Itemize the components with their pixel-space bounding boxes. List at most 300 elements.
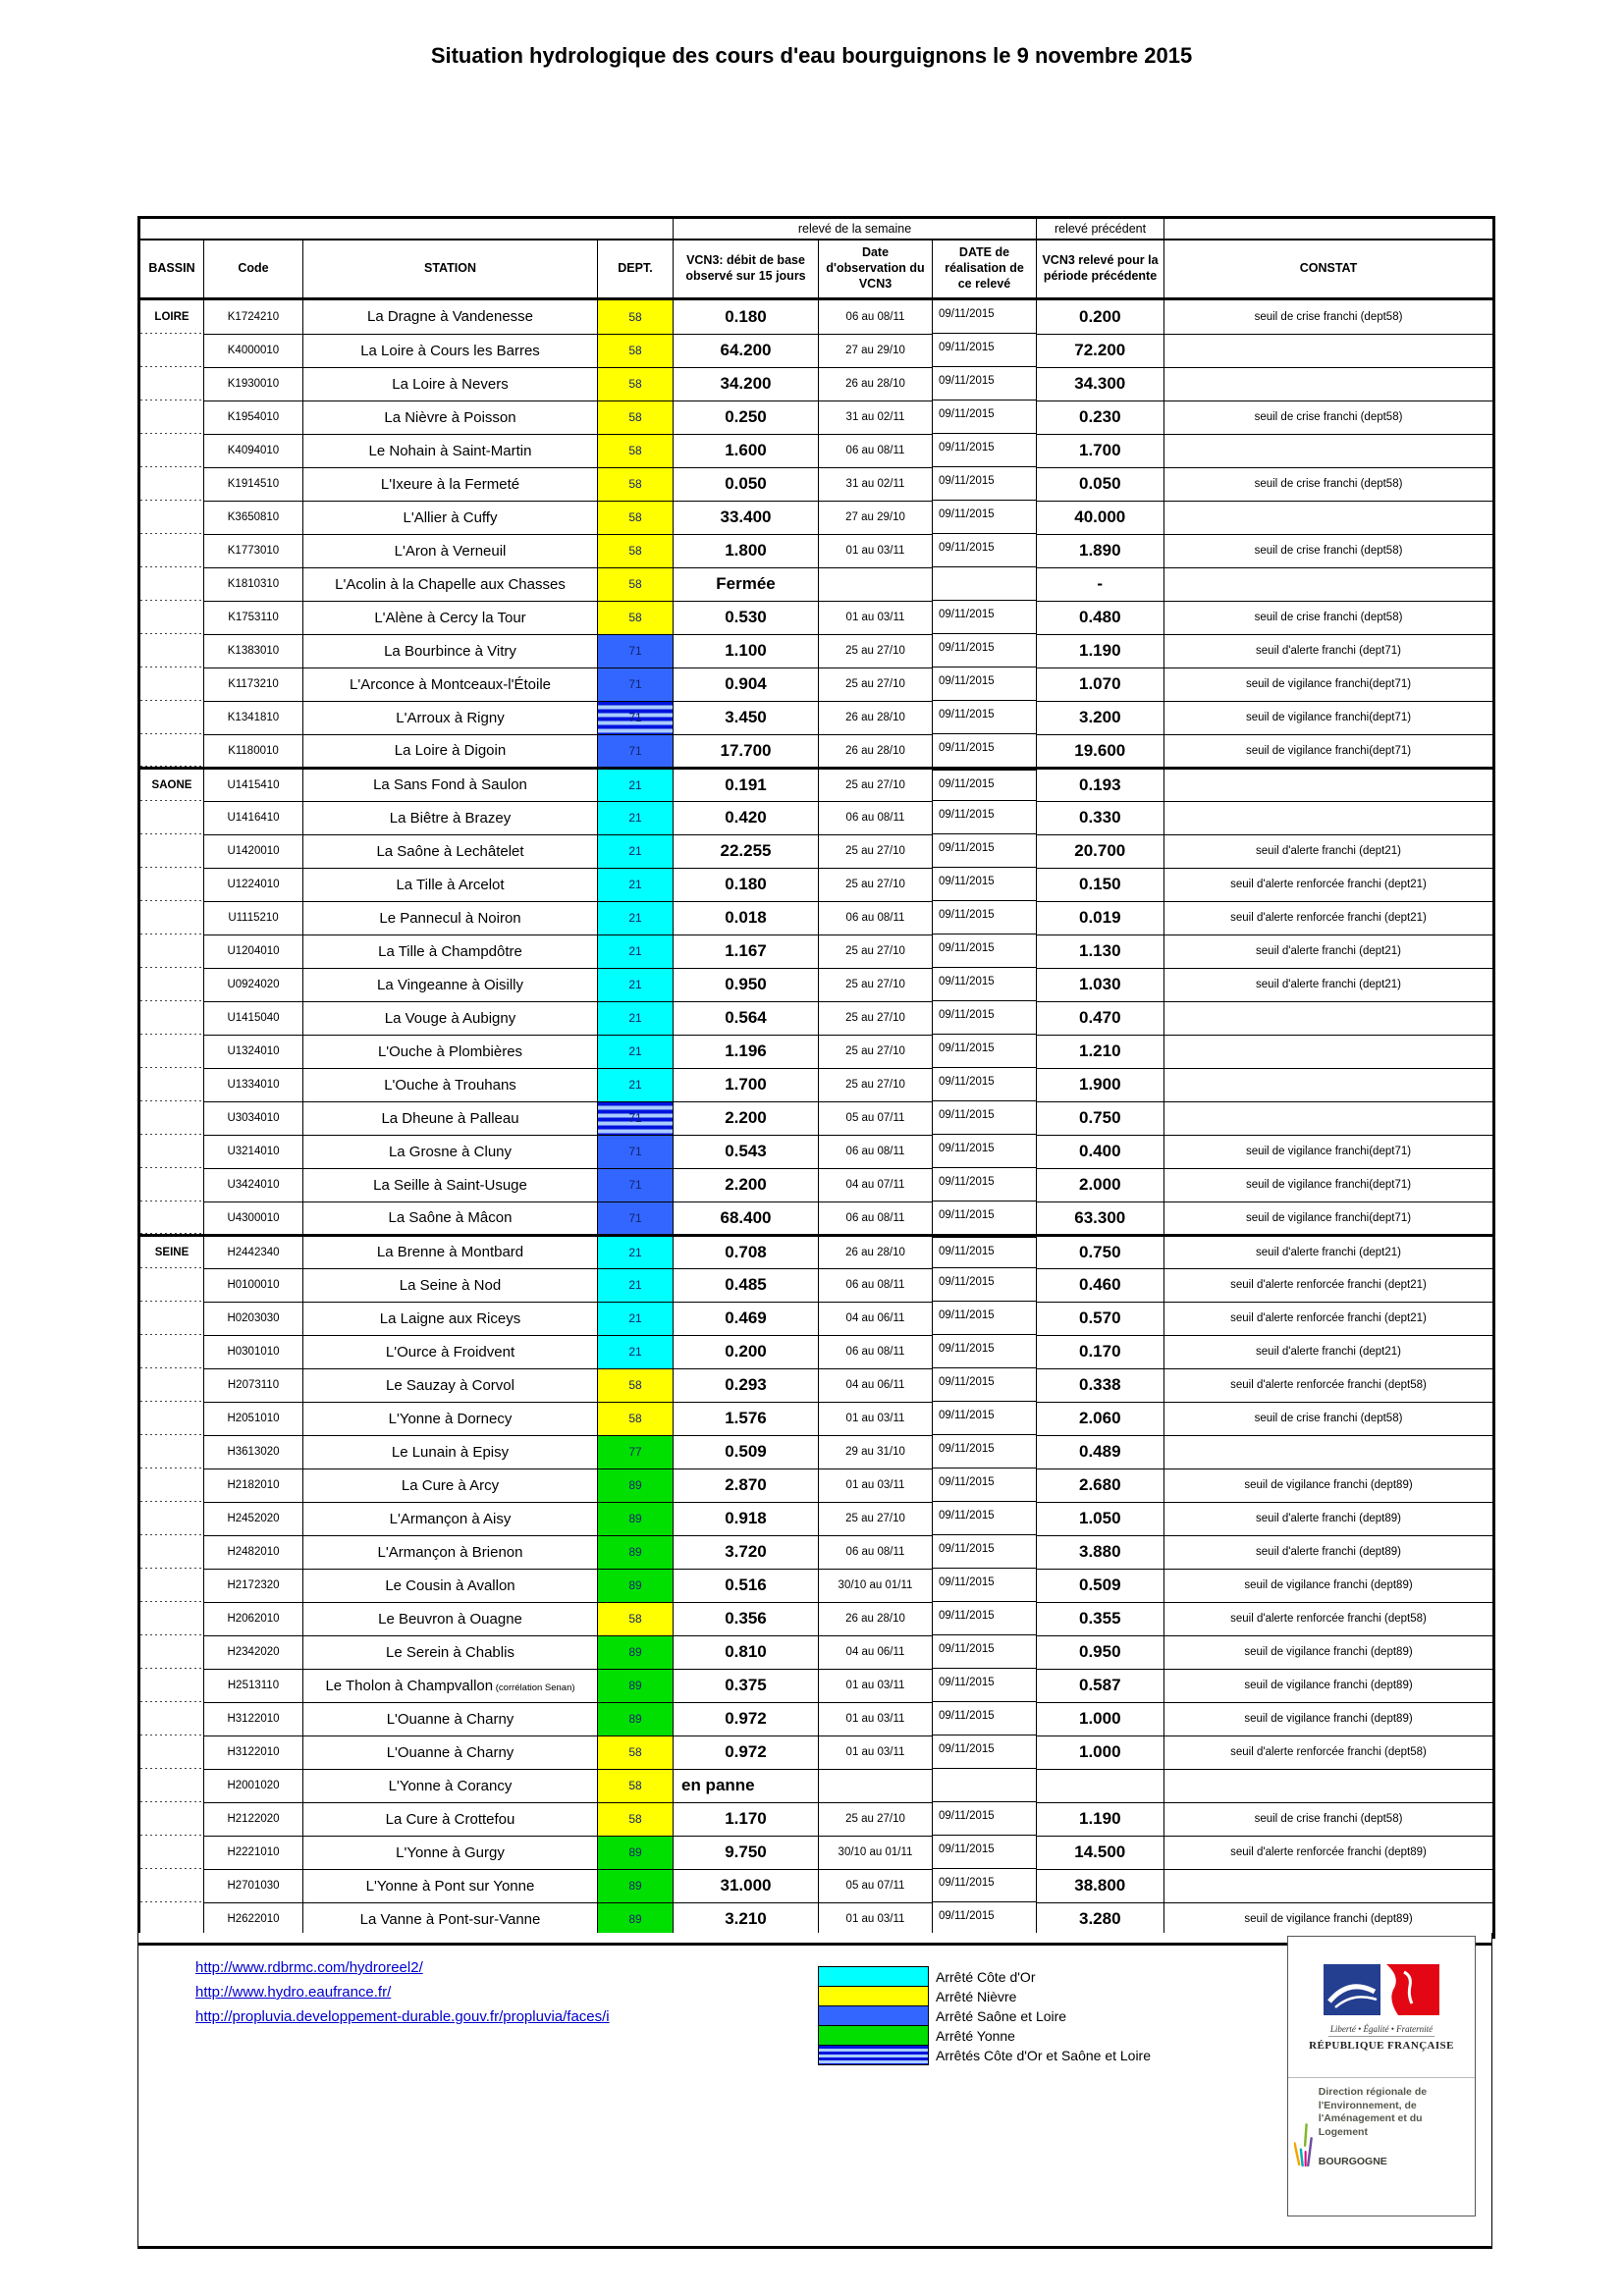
station-cell: Le Beuvron à Ouagne <box>303 1602 598 1635</box>
table-row <box>139 1101 1494 1135</box>
vcn3-previous-cell: 0.489 <box>1037 1435 1164 1468</box>
code-cell: H2482010 <box>204 1535 303 1569</box>
dept-cell: 21 <box>598 1001 674 1035</box>
code-cell: H2342020 <box>204 1635 303 1669</box>
station-cell: Le Cousin à Avallon <box>303 1569 598 1602</box>
code-cell: H3613020 <box>204 1435 303 1468</box>
basin-cell <box>139 567 204 601</box>
station-cell: La Loire à Digoin <box>303 734 598 768</box>
vcn3-cell: en panne <box>674 1769 819 1802</box>
basin-cell <box>139 701 204 734</box>
station-cell: La Tille à Arcelot <box>303 868 598 901</box>
table-row <box>139 601 1494 634</box>
vcn3-previous-cell: 0.200 <box>1037 299 1164 335</box>
basin-cell <box>139 1135 204 1168</box>
vcn3-cell: 0.420 <box>674 801 819 834</box>
vcn3-previous-cell: 0.355 <box>1037 1602 1164 1635</box>
constat-cell: seuil de vigilance franchi (dept89) <box>1164 1669 1494 1702</box>
constat-cell: seuil d'alerte franchi (dept21) <box>1164 1335 1494 1368</box>
header-releve-semaine: relevé de la semaine <box>674 218 1037 240</box>
vcn3-cell: 0.356 <box>674 1602 819 1635</box>
station-cell: La Nièvre à Poisson <box>303 400 598 434</box>
table-row <box>139 367 1494 400</box>
date-realisation-cell: 09/11/2015 <box>933 901 1037 934</box>
station-cell: L'Yonne à Corancy <box>303 1769 598 1802</box>
code-cell: K1180010 <box>204 734 303 768</box>
dept-cell: 21 <box>598 1235 674 1268</box>
vcn3-previous-cell: 0.750 <box>1037 1101 1164 1135</box>
date-realisation-cell: 09/11/2015 <box>933 334 1037 367</box>
vcn3-previous-cell: 34.300 <box>1037 367 1164 400</box>
table-row <box>139 434 1494 467</box>
vcn3-previous-cell: 1.070 <box>1037 667 1164 701</box>
basin-cell <box>139 434 204 467</box>
links-block <box>195 1955 730 2029</box>
legend-swatch <box>818 2045 929 2065</box>
date-realisation-cell: 09/11/2015 <box>933 1168 1037 1201</box>
code-cell: H2051010 <box>204 1402 303 1435</box>
constat-cell: seuil d'alerte franchi (dept21) <box>1164 968 1494 1001</box>
constat-cell: seuil de crise franchi (dept58) <box>1164 400 1494 434</box>
basin-cell <box>139 1669 204 1702</box>
constat-cell: seuil d'alerte franchi (dept21) <box>1164 1235 1494 1268</box>
table-row <box>139 501 1494 534</box>
constat-cell: seuil de crise franchi (dept58) <box>1164 534 1494 567</box>
basin-cell <box>139 1735 204 1769</box>
col-header-vcn3-precedent: VCN3 relevé pour la période précédente <box>1037 240 1164 299</box>
dept-cell: 89 <box>598 1635 674 1669</box>
basin-cell <box>139 901 204 934</box>
date-observation-cell: 01 au 03/11 <box>819 1468 933 1502</box>
vcn3-previous-cell: 1.890 <box>1037 534 1164 567</box>
dept-cell: 21 <box>598 834 674 868</box>
vcn3-cell: 1.100 <box>674 634 819 667</box>
dept-cell: 21 <box>598 1268 674 1302</box>
station-cell: La Loire à Nevers <box>303 367 598 400</box>
vcn3-previous-cell: 0.509 <box>1037 1569 1164 1602</box>
basin-cell <box>139 1802 204 1836</box>
basin-cell <box>139 1168 204 1201</box>
basin-cell <box>139 868 204 901</box>
vcn3-previous-cell: 0.193 <box>1037 768 1164 801</box>
basin-cell <box>139 801 204 834</box>
header-row <box>139 240 1494 299</box>
vcn3-cell: 2.200 <box>674 1168 819 1201</box>
date-observation-cell: 25 au 27/10 <box>819 634 933 667</box>
table-row <box>139 801 1494 834</box>
table-row <box>139 299 1494 335</box>
constat-cell: seuil de vigilance franchi (dept89) <box>1164 1702 1494 1735</box>
legend-label: Arrêté Yonne <box>936 2027 1015 2044</box>
vcn3-cell: 0.293 <box>674 1368 819 1402</box>
vcn3-cell: 17.700 <box>674 734 819 768</box>
station-cell: L'Arconce à Montceaux-l'Étoile <box>303 667 598 701</box>
basin-cell <box>139 667 204 701</box>
code-cell: U1420010 <box>204 834 303 868</box>
station-cell: La Loire à Cours les Barres <box>303 334 598 367</box>
dept-cell: 71 <box>598 1101 674 1135</box>
basin-cell <box>139 734 204 768</box>
constat-cell: seuil de crise franchi (dept58) <box>1164 601 1494 634</box>
dept-cell: 89 <box>598 1836 674 1869</box>
footer-link[interactable]: http://propluvia.developpement-durable.gouv.fr/propluvia/faces/i <box>195 2008 610 2025</box>
date-realisation-cell: 09/11/2015 <box>933 1402 1037 1435</box>
constat-cell <box>1164 367 1494 400</box>
station-cell: L'Alène à Cercy la Tour <box>303 601 598 634</box>
basin-cell: LOIRE <box>139 299 204 335</box>
code-cell: H2221010 <box>204 1836 303 1869</box>
dreal-region: BOURGOGNE <box>1318 2155 1387 2167</box>
date-observation-cell: 04 au 07/11 <box>819 1168 933 1201</box>
vcn3-cell: 0.564 <box>674 1001 819 1035</box>
date-realisation-cell: 09/11/2015 <box>933 1535 1037 1569</box>
footer-link[interactable]: http://www.hydro.eaufrance.fr/ <box>195 1984 392 2001</box>
dept-cell: 89 <box>598 1535 674 1569</box>
code-cell: U1334010 <box>204 1068 303 1101</box>
vcn3-cell: 3.450 <box>674 701 819 734</box>
dept-cell: 21 <box>598 801 674 834</box>
vcn3-previous-cell: 1.050 <box>1037 1502 1164 1535</box>
station-cell: La Dragne à Vandenesse <box>303 299 598 335</box>
footer-link[interactable]: http://www.rdbrmc.com/hydroreel2/ <box>195 1959 423 1976</box>
logo-box <box>1287 1936 1476 2216</box>
code-cell: H2442340 <box>204 1235 303 1268</box>
date-realisation-cell <box>933 567 1037 601</box>
vcn3-cell: 1.196 <box>674 1035 819 1068</box>
station-cell: L'Armançon à Brienon <box>303 1535 598 1569</box>
constat-cell: seuil de vigilance franchi (dept89) <box>1164 1468 1494 1502</box>
constat-cell: seuil d'alerte renforcée franchi (dept58) <box>1164 1602 1494 1635</box>
code-cell: K1773010 <box>204 534 303 567</box>
dept-cell: 21 <box>598 1302 674 1335</box>
table-row <box>139 1035 1494 1068</box>
code-cell: H3122010 <box>204 1702 303 1735</box>
date-realisation-cell: 09/11/2015 <box>933 701 1037 734</box>
station-cell: L'Yonne à Dornecy <box>303 1402 598 1435</box>
date-observation-cell: 31 au 02/11 <box>819 467 933 501</box>
constat-cell <box>1164 1001 1494 1035</box>
basin-cell <box>139 601 204 634</box>
code-cell: K1173210 <box>204 667 303 701</box>
table-row <box>139 567 1494 601</box>
dept-cell: 21 <box>598 934 674 968</box>
date-observation-cell <box>819 567 933 601</box>
station-cell: Le Tholon à Champvallon (corrélation Senan) <box>303 1669 598 1702</box>
table-row <box>139 1602 1494 1635</box>
station-cell: L'Allier à Cuffy <box>303 501 598 534</box>
basin-cell <box>139 1468 204 1502</box>
legend-swatch <box>818 2025 929 2046</box>
date-observation-cell: 01 au 03/11 <box>819 1669 933 1702</box>
dreal-name: Direction régionale de l'Environnement, de l'Aménagement et du Logement <box>1318 2086 1428 2138</box>
date-observation-cell: 29 au 31/10 <box>819 1435 933 1468</box>
vcn3-previous-cell: 1.190 <box>1037 634 1164 667</box>
dept-cell: 21 <box>598 1335 674 1368</box>
code-cell: K1810310 <box>204 567 303 601</box>
vcn3-previous-cell: 1.000 <box>1037 1735 1164 1769</box>
vcn3-previous-cell: 1.000 <box>1037 1702 1164 1735</box>
code-cell: H2513110 <box>204 1669 303 1702</box>
table-row <box>139 1235 1494 1268</box>
code-cell: U3034010 <box>204 1101 303 1135</box>
basin-cell <box>139 1702 204 1735</box>
basin-cell <box>139 1201 204 1235</box>
date-observation-cell: 25 au 27/10 <box>819 1068 933 1101</box>
republique-francaise-logo <box>1288 1937 1475 2078</box>
date-realisation-cell: 09/11/2015 <box>933 1902 1037 1936</box>
station-cell: La Seine à Nod <box>303 1268 598 1302</box>
date-realisation-cell: 09/11/2015 <box>933 1869 1037 1902</box>
dept-cell: 21 <box>598 968 674 1001</box>
date-realisation-cell: 09/11/2015 <box>933 1502 1037 1535</box>
constat-cell: seuil d'alerte renforcée franchi (dept21) <box>1164 1268 1494 1302</box>
code-cell: H0203030 <box>204 1302 303 1335</box>
hydro-table <box>137 216 1495 1939</box>
date-observation-cell: 06 au 08/11 <box>819 1535 933 1569</box>
date-realisation-cell: 09/11/2015 <box>933 768 1037 801</box>
constat-cell: seuil d'alerte renforcée franchi (dept21) <box>1164 1302 1494 1335</box>
date-realisation-cell: 09/11/2015 <box>933 1836 1037 1869</box>
station-cell: La Saône à Lechâtelet <box>303 834 598 868</box>
dept-cell: 71 <box>598 1201 674 1235</box>
dept-cell: 89 <box>598 1669 674 1702</box>
date-realisation-cell: 09/11/2015 <box>933 868 1037 901</box>
date-observation-cell: 01 au 03/11 <box>819 1702 933 1735</box>
station-cell: L'Aron à Verneuil <box>303 534 598 567</box>
vcn3-cell: 0.972 <box>674 1735 819 1769</box>
constat-cell: seuil de vigilance franchi(dept71) <box>1164 667 1494 701</box>
dept-cell: 71 <box>598 734 674 768</box>
date-realisation-cell: 09/11/2015 <box>933 467 1037 501</box>
vcn3-cell: 0.200 <box>674 1335 819 1368</box>
table-row <box>139 1669 1494 1702</box>
vcn3-cell: 0.250 <box>674 400 819 434</box>
basin-cell <box>139 1101 204 1135</box>
code-cell: U1415410 <box>204 768 303 801</box>
vcn3-cell: 0.708 <box>674 1235 819 1268</box>
constat-cell <box>1164 1101 1494 1135</box>
code-cell: K1954010 <box>204 400 303 434</box>
date-observation-cell: 05 au 07/11 <box>819 1869 933 1902</box>
table-row <box>139 634 1494 667</box>
dept-cell: 58 <box>598 299 674 335</box>
date-observation-cell: 26 au 28/10 <box>819 367 933 400</box>
legend-item <box>818 2025 1151 2046</box>
date-realisation-cell: 09/11/2015 <box>933 1368 1037 1402</box>
date-realisation-cell: 09/11/2015 <box>933 1302 1037 1335</box>
code-cell: H2073110 <box>204 1368 303 1402</box>
date-observation-cell: 25 au 27/10 <box>819 768 933 801</box>
basin-cell <box>139 1068 204 1101</box>
col-header-station: STATION <box>303 240 598 299</box>
date-realisation-cell: 09/11/2015 <box>933 1135 1037 1168</box>
table-row <box>139 968 1494 1001</box>
dept-cell: 21 <box>598 1035 674 1068</box>
dept-cell: 58 <box>598 534 674 567</box>
date-observation-cell: 06 au 08/11 <box>819 299 933 335</box>
table-row <box>139 1769 1494 1802</box>
vcn3-previous-cell: - <box>1037 567 1164 601</box>
constat-cell: seuil d'alerte renforcée franchi (dept21) <box>1164 868 1494 901</box>
vcn3-cell: 2.200 <box>674 1101 819 1135</box>
vcn3-cell: 0.904 <box>674 667 819 701</box>
date-observation-cell: 04 au 06/11 <box>819 1368 933 1402</box>
constat-cell <box>1164 334 1494 367</box>
basin-cell <box>139 1335 204 1368</box>
vcn3-previous-cell: 3.200 <box>1037 701 1164 734</box>
dreal-logo <box>1288 2078 1475 2216</box>
legend-swatch <box>818 1966 929 1987</box>
code-cell: K4000010 <box>204 334 303 367</box>
date-observation-cell: 06 au 08/11 <box>819 1135 933 1168</box>
vcn3-cell: 0.918 <box>674 1502 819 1535</box>
constat-cell <box>1164 501 1494 534</box>
date-observation-cell: 06 au 08/11 <box>819 1201 933 1235</box>
dept-cell: 58 <box>598 1402 674 1435</box>
marianne-icon <box>1322 1962 1441 2019</box>
basin-cell <box>139 1001 204 1035</box>
vcn3-previous-cell: 1.190 <box>1037 1802 1164 1836</box>
col-header-dept: DEPT. <box>598 240 674 299</box>
station-cell: La Dheune à Palleau <box>303 1101 598 1135</box>
code-cell: K4094010 <box>204 434 303 467</box>
dept-cell: 21 <box>598 1068 674 1101</box>
date-realisation-cell: 09/11/2015 <box>933 1335 1037 1368</box>
constat-cell <box>1164 1068 1494 1101</box>
code-cell: U1115210 <box>204 901 303 934</box>
date-realisation-cell: 09/11/2015 <box>933 1702 1037 1735</box>
dept-cell: 89 <box>598 1702 674 1735</box>
col-header-constat: CONSTAT <box>1164 240 1494 299</box>
date-realisation-cell: 09/11/2015 <box>933 1468 1037 1502</box>
code-cell: U1324010 <box>204 1035 303 1068</box>
date-realisation-cell: 09/11/2015 <box>933 1035 1037 1068</box>
date-realisation-cell: 09/11/2015 <box>933 1635 1037 1669</box>
vcn3-cell: 0.375 <box>674 1669 819 1702</box>
vcn3-cell: 1.800 <box>674 534 819 567</box>
basin-cell <box>139 1368 204 1402</box>
station-cell: L'Yonne à Gurgy <box>303 1836 598 1869</box>
constat-cell <box>1164 1435 1494 1468</box>
date-observation-cell: 06 au 08/11 <box>819 434 933 467</box>
constat-cell: seuil de vigilance franchi(dept71) <box>1164 701 1494 734</box>
dept-cell: 89 <box>598 1502 674 1535</box>
table-row <box>139 1135 1494 1168</box>
vcn3-cell: 0.530 <box>674 601 819 634</box>
vcn3-cell: 0.191 <box>674 768 819 801</box>
basin-cell <box>139 400 204 434</box>
date-observation-cell: 25 au 27/10 <box>819 667 933 701</box>
legend <box>818 1967 1151 2065</box>
vcn3-previous-cell: 20.700 <box>1037 834 1164 868</box>
table-row <box>139 467 1494 501</box>
vcn3-previous-cell: 1.130 <box>1037 934 1164 968</box>
date-observation-cell: 31 au 02/11 <box>819 400 933 434</box>
constat-cell: seuil de crise franchi (dept58) <box>1164 299 1494 335</box>
legend-swatch <box>818 1986 929 2006</box>
dept-cell: 89 <box>598 1468 674 1502</box>
station-cell: La Vouge à Aubigny <box>303 1001 598 1035</box>
vcn3-cell: 34.200 <box>674 367 819 400</box>
station-cell: L'Yonne à Pont sur Yonne <box>303 1869 598 1902</box>
vcn3-previous-cell: 0.330 <box>1037 801 1164 834</box>
station-cell: Le Lunain à Episy <box>303 1435 598 1468</box>
date-realisation-cell: 09/11/2015 <box>933 634 1037 667</box>
legend-label: Arrêté Côte d'Or <box>936 1968 1036 1985</box>
date-observation-cell: 26 au 28/10 <box>819 1235 933 1268</box>
vcn3-previous-cell: 0.230 <box>1037 400 1164 434</box>
date-observation-cell: 26 au 28/10 <box>819 701 933 734</box>
date-realisation-cell: 09/11/2015 <box>933 1201 1037 1235</box>
code-cell: U3424010 <box>204 1168 303 1201</box>
dreal-text <box>1319 2086 1469 2210</box>
code-cell: H2172320 <box>204 1569 303 1602</box>
code-cell: U3214010 <box>204 1135 303 1168</box>
basin-cell <box>139 968 204 1001</box>
code-cell: H2001020 <box>204 1769 303 1802</box>
table-row <box>139 1502 1494 1535</box>
code-cell: K1930010 <box>204 367 303 400</box>
vcn3-previous-cell: 38.800 <box>1037 1869 1164 1902</box>
date-observation-cell: 25 au 27/10 <box>819 968 933 1001</box>
station-cell: La Laigne aux Riceys <box>303 1302 598 1335</box>
dept-cell: 58 <box>598 1368 674 1402</box>
constat-cell: seuil d'alerte franchi (dept21) <box>1164 834 1494 868</box>
station-cell: Le Pannecul à Noiron <box>303 901 598 934</box>
date-observation-cell: 06 au 08/11 <box>819 901 933 934</box>
header-blank-right <box>1164 218 1494 240</box>
basin-cell: SEINE <box>139 1235 204 1268</box>
basin-cell <box>139 1836 204 1869</box>
vcn3-previous-cell: 14.500 <box>1037 1836 1164 1869</box>
col-header-bassin: BASSIN <box>139 240 204 299</box>
date-observation-cell: 01 au 03/11 <box>819 1902 933 1938</box>
date-realisation-cell: 09/11/2015 <box>933 968 1037 1001</box>
table-row <box>139 1535 1494 1569</box>
constat-cell <box>1164 1769 1494 1802</box>
date-observation-cell: 25 au 27/10 <box>819 834 933 868</box>
constat-cell: seuil d'alerte renforcée franchi (dept89) <box>1164 1836 1494 1869</box>
vcn3-cell: 0.018 <box>674 901 819 934</box>
date-realisation-cell: 09/11/2015 <box>933 1569 1037 1602</box>
station-cell: La Vingeanne à Oisilly <box>303 968 598 1001</box>
vcn3-cell: 0.543 <box>674 1135 819 1168</box>
legend-label: Arrêté Nièvre <box>936 1988 1017 2004</box>
date-observation-cell: 25 au 27/10 <box>819 1035 933 1068</box>
date-observation-cell: 06 au 08/11 <box>819 1335 933 1368</box>
basin-cell <box>139 1435 204 1468</box>
dept-cell: 89 <box>598 1869 674 1902</box>
basin-cell <box>139 834 204 868</box>
constat-cell: seuil de vigilance franchi (dept89) <box>1164 1569 1494 1602</box>
table-row <box>139 734 1494 768</box>
col-header-date-observation: Date d'observation du VCN3 <box>819 240 933 299</box>
legend-swatch <box>818 2005 929 2026</box>
station-cell: La Grosne à Cluny <box>303 1135 598 1168</box>
constat-cell: seuil de vigilance franchi (dept89) <box>1164 1635 1494 1669</box>
legend-item <box>818 1966 1151 1987</box>
code-cell: U1415040 <box>204 1001 303 1035</box>
date-observation-cell: 25 au 27/10 <box>819 934 933 968</box>
code-cell: H2062010 <box>204 1602 303 1635</box>
dept-cell: 21 <box>598 901 674 934</box>
vcn3-previous-cell: 2.060 <box>1037 1402 1164 1435</box>
station-cell: L'Ouanne à Charny <box>303 1702 598 1735</box>
station-cell: La Vanne à Pont-sur-Vanne <box>303 1902 598 1938</box>
vcn3-cell: 0.972 <box>674 1702 819 1735</box>
date-observation-cell <box>819 1769 933 1802</box>
station-cell: La Brenne à Montbard <box>303 1235 598 1268</box>
